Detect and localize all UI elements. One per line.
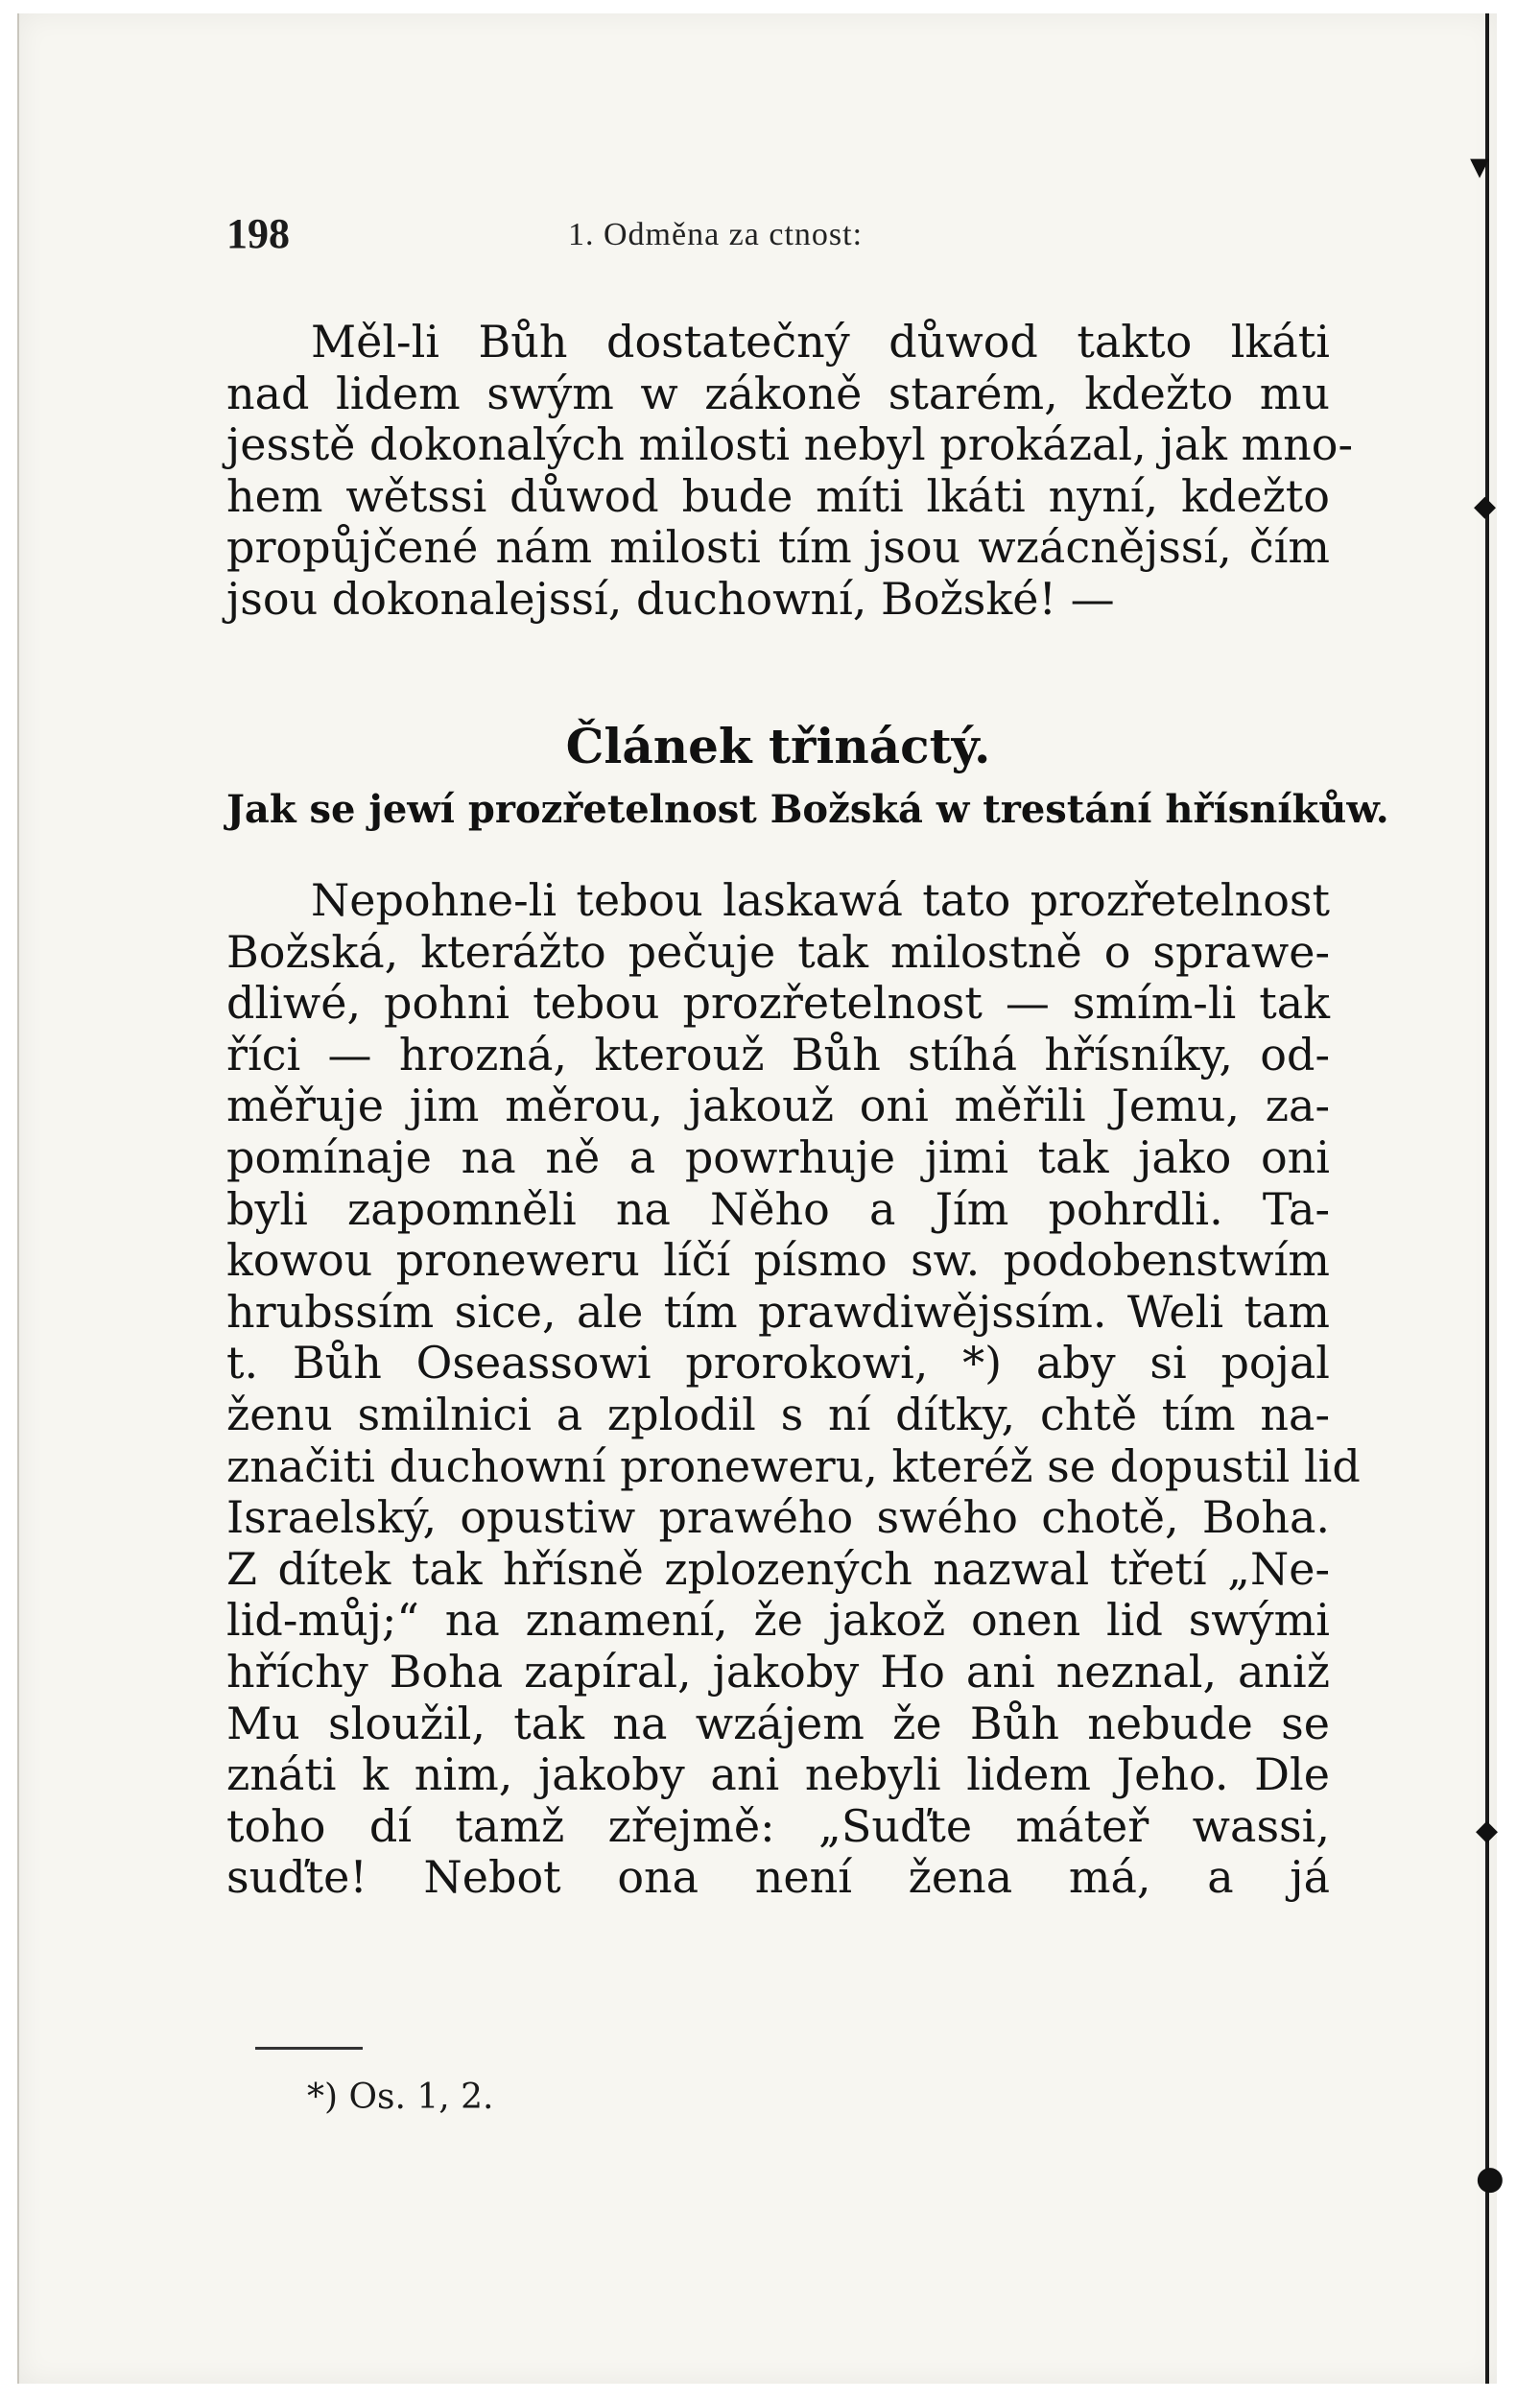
text-line: propůjčené nám milosti tím jsou wzácnějssí, čím [226, 521, 1330, 574]
paragraph-1 [226, 316, 1353, 626]
text-line: Nepohne-li tebou laskawá tato prozřetelnost [311, 874, 1330, 926]
text-line: jesstě dokonalých milosti nebyl prokázal, jak mno- [226, 418, 1353, 471]
text-line: říci — hrozná, kterouž Bůh stíhá hřísníky, od- [226, 1028, 1330, 1081]
article-title: Článek třináctý. [565, 718, 991, 774]
text-line: Božská, kterážto pečuje tak milostně o sprawe- [226, 925, 1330, 978]
edge-mark-icon: ▾ [1470, 144, 1490, 188]
footnote: *) Os. 1, 2. [307, 2078, 494, 2117]
text-line: značiti duchowní proneweru, kteréž se dopustil lid [226, 1439, 1361, 1492]
footnote-rule [255, 2047, 363, 2050]
text-line: suďte! Nebot ona není žena má, a já [226, 1851, 1330, 1904]
paragraph-2 [226, 874, 1361, 1904]
running-head: 1. Odměna za ctnost: [568, 217, 864, 252]
text-line: měřuje jim měrou, jakouž oni měřili Jemu, za- [226, 1080, 1330, 1132]
text-line: znáti k nim, jakoby ani nebyli lidem Jeho. Dle [226, 1748, 1330, 1801]
text-line: t. Bůh Oseassowi prorokowi, *) aby si pojal [226, 1337, 1330, 1390]
text-line: jsou dokonalejssí, duchowní, Božské! — [226, 572, 1115, 625]
text-line: ženu smilnici a zplodil s ní dítky, chtě tím na- [226, 1388, 1330, 1440]
page-header [226, 209, 1330, 267]
text-line: toho dí tamž zřejmě: „Suďte máteř wassi, [226, 1799, 1330, 1852]
article-subtitle: Jak se jewí prozřetelnost Božská w trestání hřísníkůw. [226, 787, 1389, 832]
edge-mark-icon: ◆ [1474, 489, 1497, 523]
text-line: kowou proneweru líčí písmo sw. podobenstwím [226, 1234, 1330, 1287]
text-line: pomínaje na ně a powrhuje jimi tak jako oni [226, 1130, 1330, 1183]
text-line: Israelský, opustiw prawého swého chotě, Boha. [226, 1491, 1330, 1544]
text-line: lid-můj;“ na znamení, že jakož onen lid swými [226, 1594, 1330, 1647]
text-line: hem wětssi důwod bude míti lkáti nyní, kdežto [226, 469, 1330, 522]
page-number: 198 [226, 210, 290, 257]
text-line: nad lidem swým w zákoně starém, kdežto mu [226, 367, 1330, 419]
text-line: byli zapomněli na Něho a Jím pohrdli. Ta- [226, 1182, 1330, 1235]
edge-mark-icon: ● [1476, 2159, 1504, 2197]
text-line: Měl-li Bůh dostatečný důwod takto lkáti [311, 316, 1330, 368]
page-edge [1485, 13, 1489, 2384]
edge-mark-icon: ◆ [1476, 1814, 1499, 1847]
text-line: hrubssím sice, ale tím prawdiwějssím. Weli tam [226, 1285, 1330, 1338]
text-line: Mu sloužil, tak na wzájem že Bůh nebude se [226, 1697, 1330, 1749]
text-line: Z dítek tak hřísně zplozených nazwal třetí „Ne- [226, 1542, 1330, 1595]
text-line: dliwé, pohni tebou prozřetelnost — smím-li tak [226, 977, 1330, 1030]
text-line: hříchy Boha zapíral, jakoby Ho ani neznal, aniž [226, 1645, 1330, 1698]
